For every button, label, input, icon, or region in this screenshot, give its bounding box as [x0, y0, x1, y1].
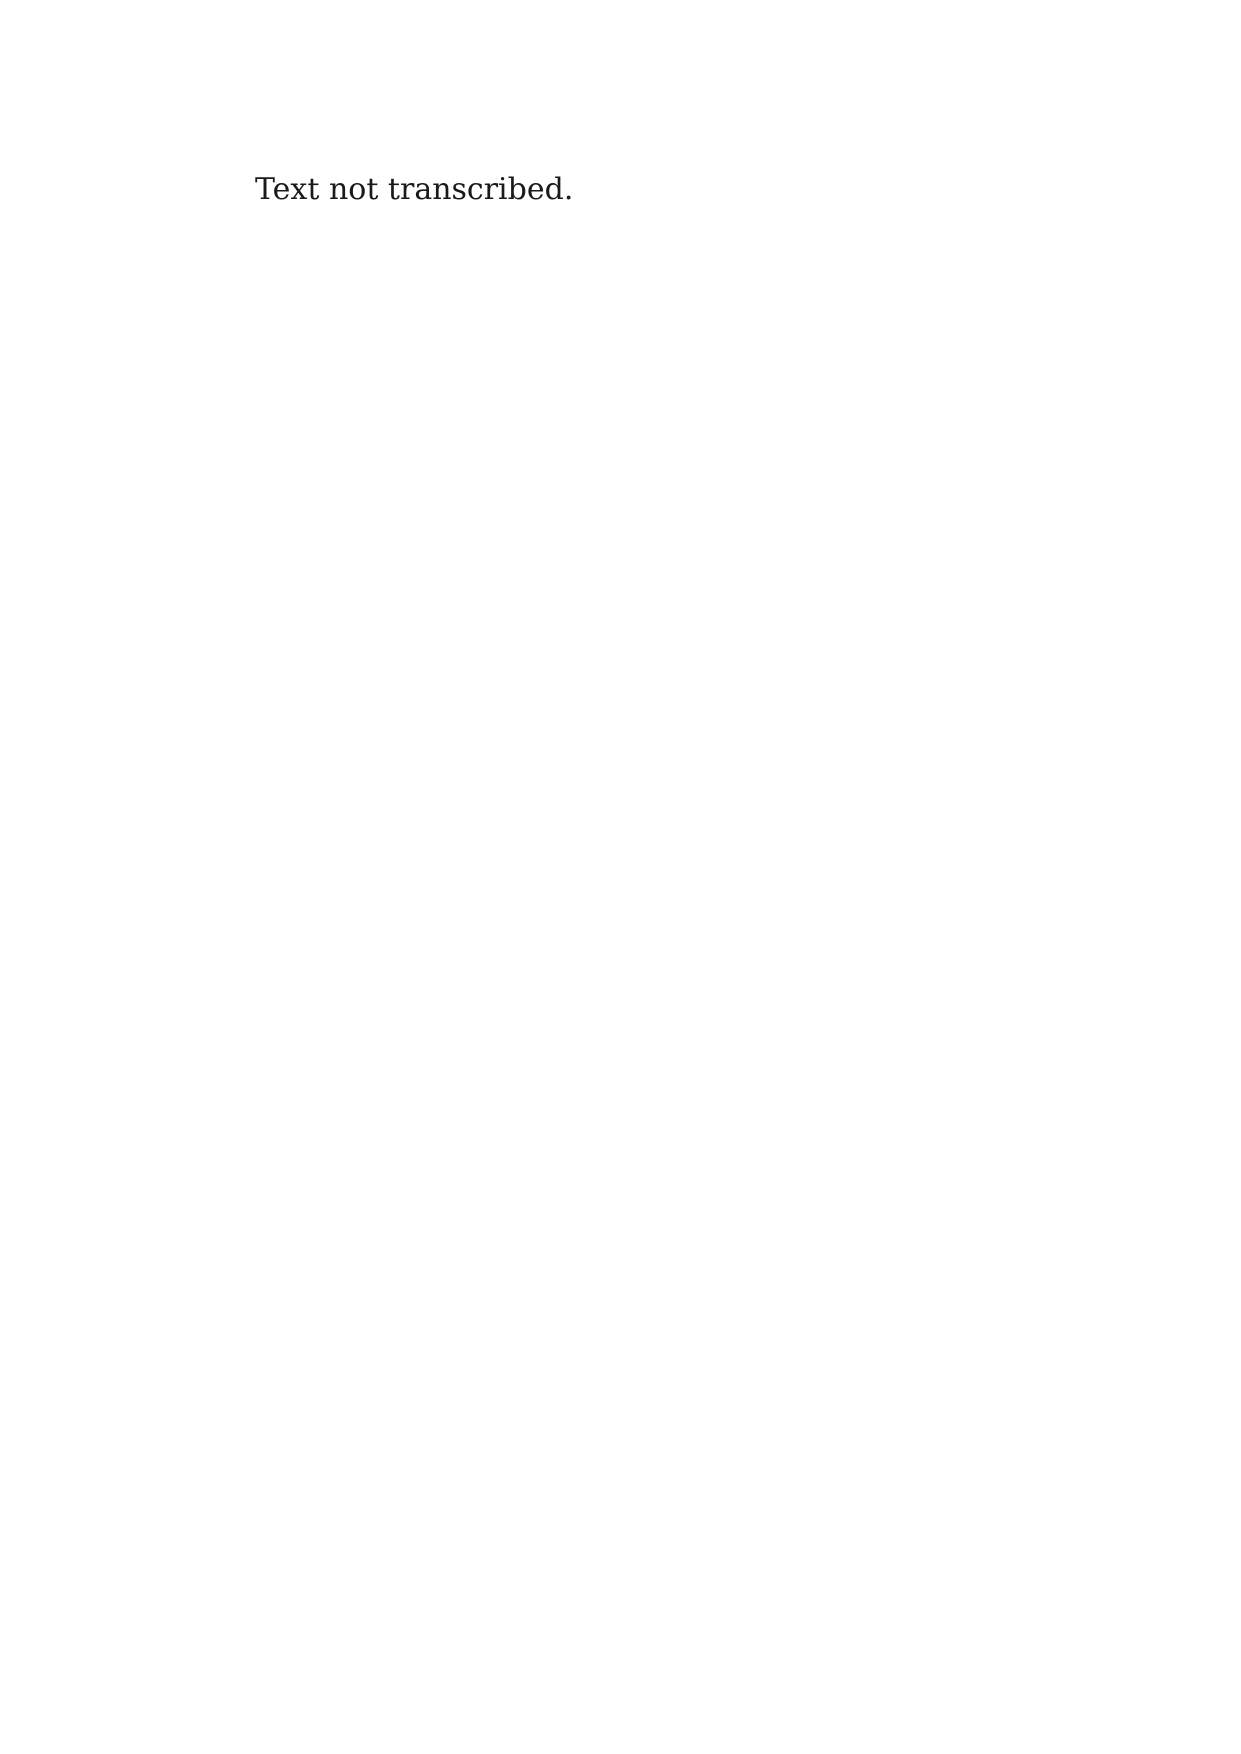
body-text [193, 160, 1053, 220]
text-line: Text not transcribed. [255, 172, 574, 207]
